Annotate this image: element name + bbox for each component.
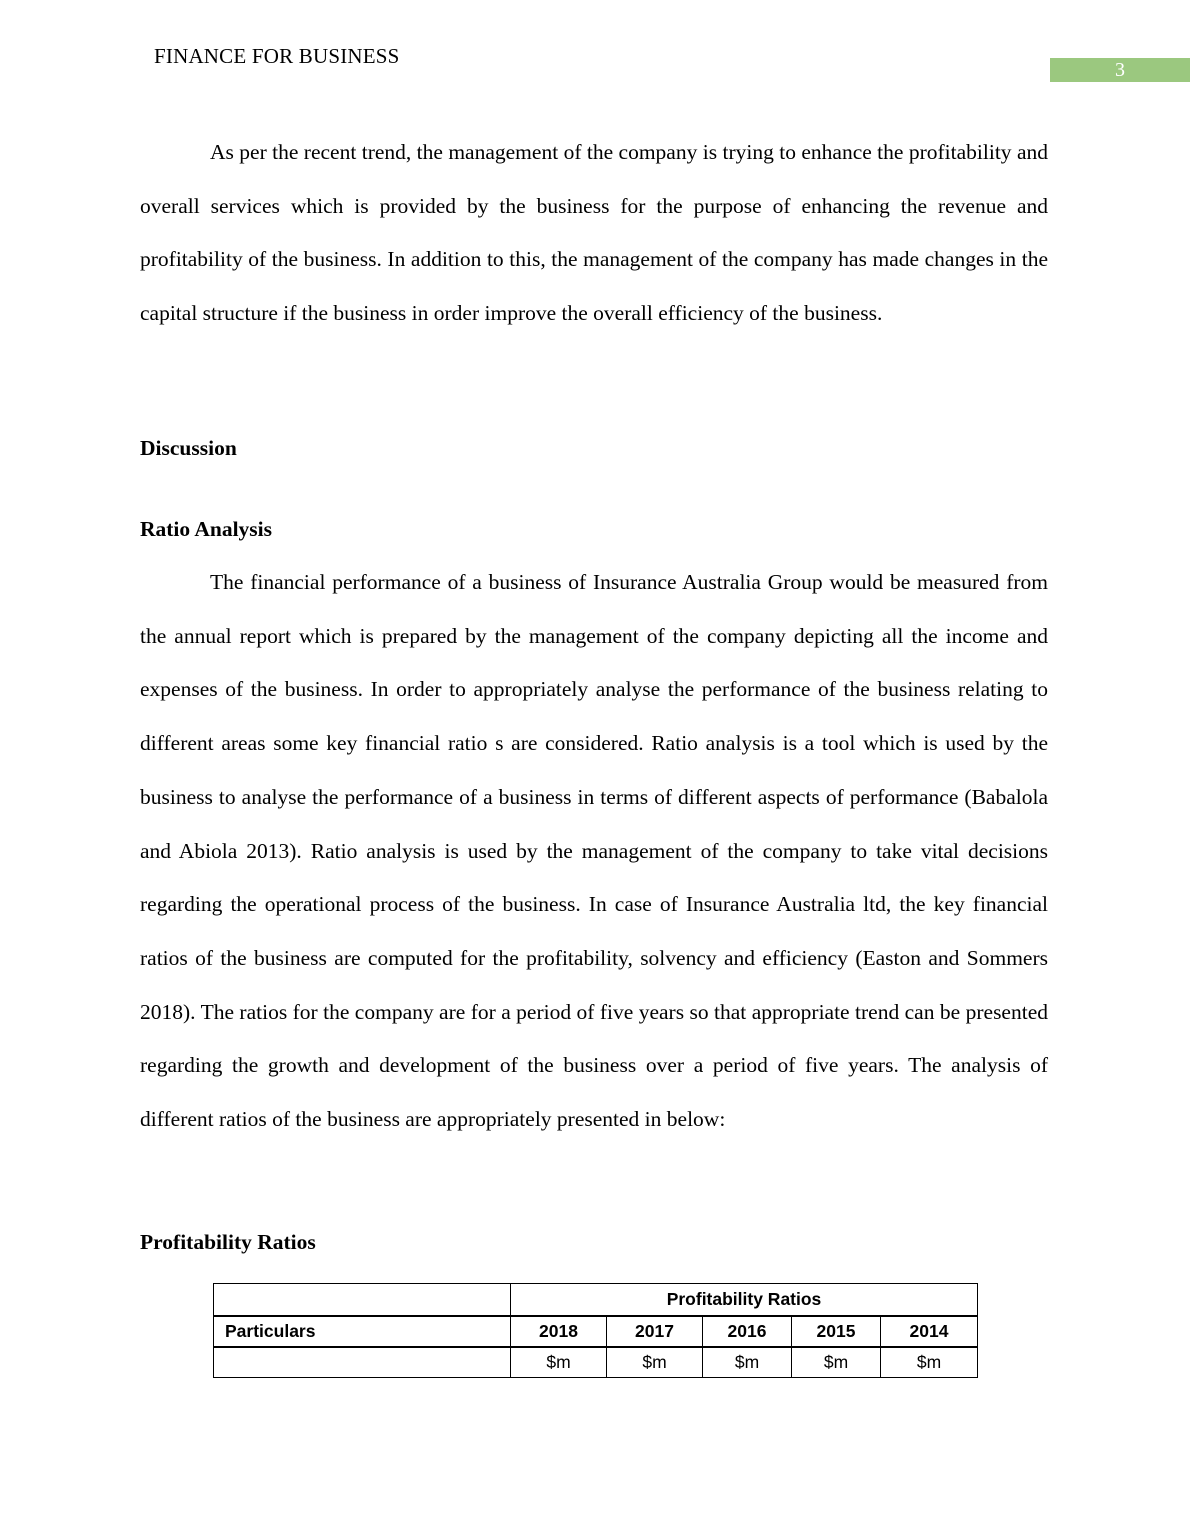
- unit-cell: $m: [703, 1347, 792, 1378]
- profitability-ratios-table: [213, 1283, 978, 1378]
- year-header-cell: 2015: [792, 1316, 881, 1347]
- profitability-ratios-heading: Profitability Ratios: [140, 1230, 316, 1254]
- ratio-analysis-heading: Ratio Analysis: [140, 517, 273, 541]
- table-blank-cell: [214, 1284, 511, 1317]
- intro-paragraph: As per the recent trend, the management of the company is trying to enhance the profitability and overall services which is provided by the business for the purpose of enhancing the revenue and profitability of the business. In addition to this, the management of the company has made changes in the capital structure if the business in order improve the overall efficiency of the business.: [140, 140, 1048, 326]
- year-header-cell: 2016: [703, 1316, 792, 1347]
- unit-cell: $m: [792, 1347, 881, 1378]
- ratio-analysis-paragraph: The financial performance of a business of Insurance Australia Group would be measured from the annual report which is prepared by the management of the company depicting all the income and expenses of the business. In order to appropriately analyse the performance of the business relating to different areas some key financial ratio s are considered. Ratio analysis is a tool which is used by the business to analyse the performance of a business in terms of different aspects of performance (Babalola and Abiola 2013). Ratio analysis is used by the management of the company to take vital decisions regarding the operational process of the business. In case of Insurance Australia ltd, the key financial ratios of the business are computed for the profitability, solvency and efficiency (Easton and Sommers 2018). The ratios for the company are for a period of five years so that appropriate trend can be presented regarding the growth and development of the business over a period of five years. The analysis of different ratios of the business are appropriately presented in below:: [140, 570, 1048, 1132]
- table-blank-cell: [214, 1347, 511, 1378]
- running-header-title: FINANCE FOR BUSINESS: [154, 44, 400, 68]
- particulars-header-cell: Particulars: [214, 1316, 511, 1347]
- ratio-analysis-section: [140, 556, 1048, 1147]
- unit-cell: $m: [511, 1347, 607, 1378]
- page-number-badge: 3: [1050, 58, 1190, 82]
- table-units-row: [214, 1347, 978, 1378]
- discussion-heading: Discussion: [140, 436, 237, 460]
- table-title-row: [214, 1284, 978, 1317]
- table-title-cell: Profitability Ratios: [511, 1284, 978, 1317]
- intro-section: [140, 126, 1048, 341]
- year-header-cell: 2017: [607, 1316, 703, 1347]
- year-header-cell: 2018: [511, 1316, 607, 1347]
- unit-cell: $m: [881, 1347, 978, 1378]
- unit-cell: $m: [607, 1347, 703, 1378]
- year-header-cell: 2014: [881, 1316, 978, 1347]
- table-header-row: [214, 1316, 978, 1347]
